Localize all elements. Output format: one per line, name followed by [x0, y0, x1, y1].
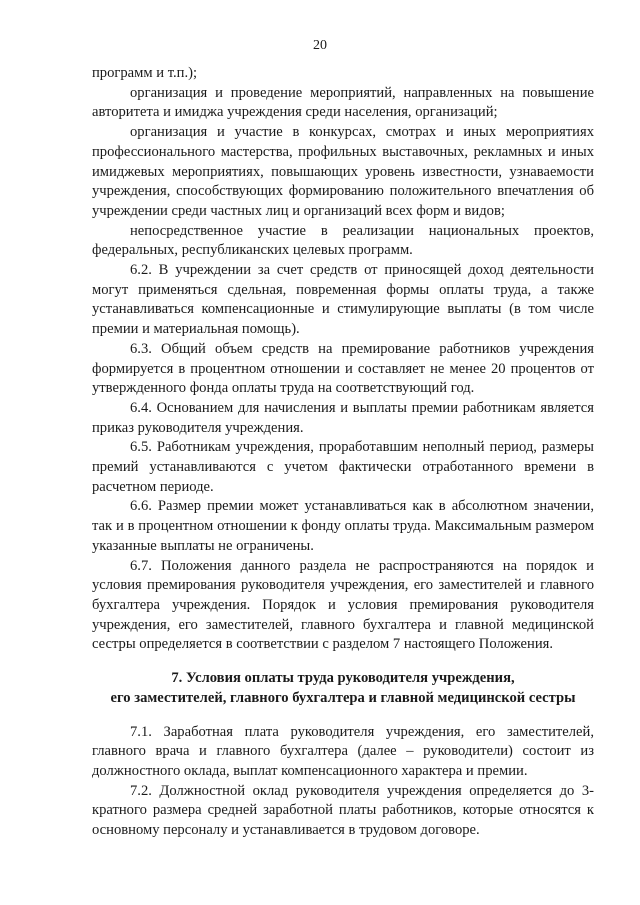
paragraph: организация и участие в конкурсах, смотрах и иных мероприятиях профессионального мастерства, профильных выставочных, рекламных и иных имиджевых мероприятиях, повышающих уровень известности, узнаваемости учреждения, способствующих формированию положительного впечатления об учреждении среди частных лиц и организаций всех форм и видов; — [92, 124, 594, 219]
paragraph: 6.4. Основанием для начисления и выплаты премии работникам является приказ руководителя учреждения. — [92, 399, 594, 436]
paragraph: 6.2. В учреждении за счет средств от приносящей доход деятельности могут применяться сдельная, повременная формы оплаты труда, а также устанавливаться компенсационные и стимулирующие выплаты (в том числе премии и материальная помощь). — [92, 262, 594, 338]
paragraph: 7.1. Заработная плата руководителя учреждения, его заместителей, главного врача и главного бухгалтера (далее – руководители) состоит из должностного оклада, выплат компенсационного характера и премии. — [92, 723, 594, 779]
paragraph: 6.5. Работникам учреждения, проработавшим неполный период, размеры премий устанавливаются с учетом фактически отработанного времени в расчетном периоде. — [92, 439, 594, 495]
paragraph: программ и т.п.); — [92, 65, 198, 81]
section-heading-line: его заместителей, главного бухгалтера и главной медицинской сестры — [110, 689, 576, 706]
paragraph: 6.3. Общий объем средств на премирование работников учреждения формируется в процентном отношении и составляет не менее 20 процентов от утвержденного фонда оплаты труда на соответствующий год. — [92, 340, 594, 397]
paragraph: непосредственное участие в реализации национальных проектов, федеральных, республиканских целевых программ. — [92, 222, 594, 259]
page-number: 20 — [313, 38, 327, 53]
section-heading-line: 7. Условия оплаты труда руководителя учреждения, — [171, 670, 515, 687]
document-body — [92, 64, 594, 841]
paragraph: организация и проведение мероприятий, направленных на повышение авторитета и имиджа учреждения среди населения, организаций; — [92, 84, 594, 121]
paragraph: 6.7. Положения данного раздела не распространяются на порядок и условия премирования руководителя учреждения, его заместителей и главного бухгалтера учреждения. Порядок и условия премирования руководителя учреждения, его заместителей, главного бухгалтера и главной медицинской сестры определяется в соответствии с разделом 7 настоящего Положения. — [92, 557, 594, 653]
section-heading — [92, 669, 594, 708]
paragraph: 7.2. Должностной оклад руководителя учреждения определяется до 3-кратного размера средней заработной платы работников, которые относятся к основному персоналу и устанавливается в трудовом договоре. — [92, 782, 594, 839]
paragraph: 6.6. Размер премии может устанавливаться как в абсолютном значении, так и в процентном отношении к фонду оплаты труда. Максимальным размером указанные выплаты не ограничены. — [92, 498, 594, 554]
